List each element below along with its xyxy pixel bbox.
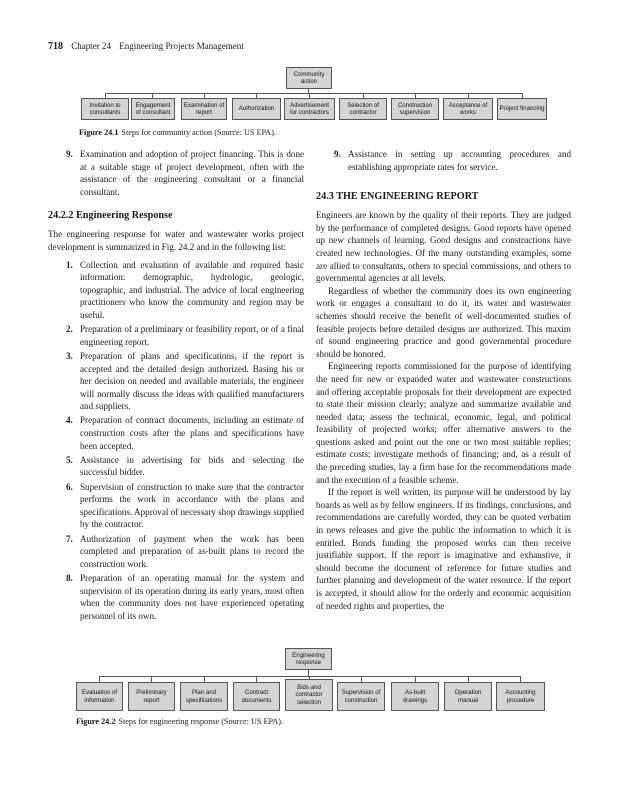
- paragraph: Regardless of whether the community does its own engineering work or engages a consultant to do it, its water and wastewater schemes should receive the benefit of well-documented studies of feasible projects before detailed designs are authorized. This maxim of sound engineering practice and good governmental procedure should be honored.: [316, 285, 571, 359]
- figure-24-1-caption: [79, 128, 276, 137]
- list-number: 9.: [66, 149, 73, 159]
- fig2-box-contract: Contract documents: [233, 682, 280, 711]
- list-item: [48, 572, 304, 622]
- caption-text: Steps for engineering response (Source: US EPA).: [118, 717, 283, 726]
- caption-text: Steps for community action (Source: US EPA).: [121, 128, 276, 137]
- fig1-connector: [105, 93, 523, 94]
- paragraph: Engineers are known by the quality of their reports. They are judged by the performance of completed designs. Good reports have opened up new channels of learning. Good designs and constructions have created new technologies. Of the many outstanding examples, some are allied to consultants, others to special commissions, and others to governmental agencies at all levels.: [316, 210, 571, 284]
- right-column: [316, 148, 571, 612]
- fig1-box-examination: Examination of report: [181, 98, 227, 120]
- list-item: [48, 454, 304, 479]
- list-text: Preparation of a preliminary or feasibility report, or of a final engineering report.: [80, 324, 304, 347]
- list-item: [48, 323, 304, 348]
- fig2-box-preliminary: Preliminary report: [128, 682, 175, 711]
- list-text: Collection and evaluation of available and required basic information: demographic, hydrologic, geologic, topographic, and industrial. The advice of local engineering practitioners who know the community and region may be useful.: [80, 259, 304, 320]
- chapter-label: Chapter 24: [71, 41, 111, 51]
- list-number: 1.: [66, 259, 73, 270]
- fig2-box-accounting: Accounting procedure: [496, 682, 545, 711]
- list-item: [48, 350, 304, 413]
- list-number: 8.: [66, 572, 73, 583]
- list-text: Preparation of an operating manual for the system and supervision of its operation during its early years, most often when the community does not have experienced operating personnel of its own.: [80, 572, 304, 621]
- fig1-top-box: Community action: [286, 67, 332, 89]
- fig1-box-engagement: Engagement of consultant: [131, 98, 175, 120]
- list-text: Examination and adoption of project financing. This is done at a suitable stage of project development, often with the assistance of the engineering consultant or a financial consultant.: [80, 149, 304, 197]
- list-number: 3.: [66, 350, 73, 361]
- list-number: 9.: [334, 149, 341, 159]
- list-number: 7.: [66, 533, 73, 544]
- list-text: Preparation of plans and specifications, if the report is accepted and the detailed design authorized. Basing his or her decision on needed and available materials, the engineer will normally discuss the ideas with qualified manufacturers and suppliers.: [80, 350, 304, 412]
- fig1-box-advertisement: Advertisement for contractors: [284, 98, 335, 120]
- fig2-box-evaluation: Evaluation of information: [76, 682, 123, 711]
- list-item: [48, 533, 304, 571]
- paragraph: If the report is well written, its purpose will be understood by lay boards as well as by fellow engineers. If its findings, conclusions, and recommendations are carefully worded, they can be quoted verbatim in news releases and give the public the information to which it is entitled. Bonds funding the proposed works can then receive justifiable support. If the report is imaginative and exhaustive, it should become the document of reference for future studies and further planning and development of the water resource. If the report is accepted, it should allow for the orderly and economic acquisition of needed rights and properties, the: [316, 487, 571, 611]
- list-text: Assistance in advertising for bids and selecting the successful bidder.: [80, 454, 304, 478]
- left-column: [48, 148, 304, 624]
- fig1-box-authorization: Authorization: [232, 98, 281, 120]
- list-number: 6.: [66, 481, 73, 492]
- page-number: 718: [48, 41, 63, 52]
- list-number: 5.: [66, 454, 73, 465]
- list-text: Authorization of payment when the work has been completed and preparation of as-built plans to record the construction work.: [80, 533, 304, 569]
- fig1-box-financing: Project financing: [497, 98, 547, 120]
- running-header: [48, 41, 244, 52]
- list-text: Supervision of construction to make sure that the contractor performs the work in accordance with the plans and specifications. Approval of necessary shop drawings supplied by the contractor.: [80, 481, 305, 530]
- fig2-box-supervision: Supervision of construction: [337, 682, 385, 711]
- caption-label: Figure 24.1: [79, 128, 119, 137]
- figure-24-2-caption: [76, 717, 283, 726]
- fig1-box-construction: Construction supervision: [391, 98, 439, 120]
- fig1-box-invitation: Invitation to consultants: [81, 98, 129, 120]
- fig1-box-selection: Selection of contractor: [339, 98, 387, 120]
- list-item: [48, 481, 304, 531]
- list-number: 2.: [66, 324, 73, 335]
- list-item: [48, 259, 304, 322]
- list-number: 4.: [66, 415, 73, 426]
- fig2-box-plan: Plan and specifications: [180, 682, 228, 711]
- list-item: [316, 148, 571, 173]
- caption-label: Figure 24.2: [76, 717, 116, 726]
- chapter-title: Engineering Projects Management: [119, 41, 244, 51]
- list-text: Assistance in setting up accounting procedures and establishing appropriate rates for service.: [348, 149, 571, 172]
- fig2-connector: [99, 676, 521, 677]
- fig2-top-box: Engineering response: [285, 648, 332, 670]
- list-item: [48, 414, 304, 452]
- fig1-box-acceptance: Acceptance of works: [443, 98, 493, 120]
- list-text: Preparation of contract documents, including an estimate of construction costs after the plans and specifications have been accepted.: [80, 415, 304, 451]
- section-heading: 24.2.2 Engineering Response: [48, 210, 173, 222]
- section-heading: 24.3 THE ENGINEERING REPORT: [316, 191, 479, 203]
- fig2-box-operation: Operation manual: [444, 682, 492, 711]
- list-item: [48, 148, 304, 198]
- paragraph: Engineering reports commissioned for the purpose of identifying the need for new or expanded water and wastewater constructions and offering acceptable proposals for their development are expected to state their mission clearly; analyze and summarize available and needed data; assess the technical, economic, legal, and political feasibility of projected works; offer alternative answers to the questions asked and point out the one or two most suitable replies; estimate costs; investigate methods of financing; and, as a result of the preceding studies, lay a firm base for the recommendations made and the execution of a feasible scheme.: [316, 361, 571, 485]
- intro-paragraph: The engineering response for water and wastewater works project development is summarized in Fig. 24.2 and in the following list:: [48, 229, 304, 252]
- fig2-box-asbuilt: As-built drawings: [391, 682, 439, 711]
- fig2-box-bids: Bids and contractor selection: [285, 679, 333, 711]
